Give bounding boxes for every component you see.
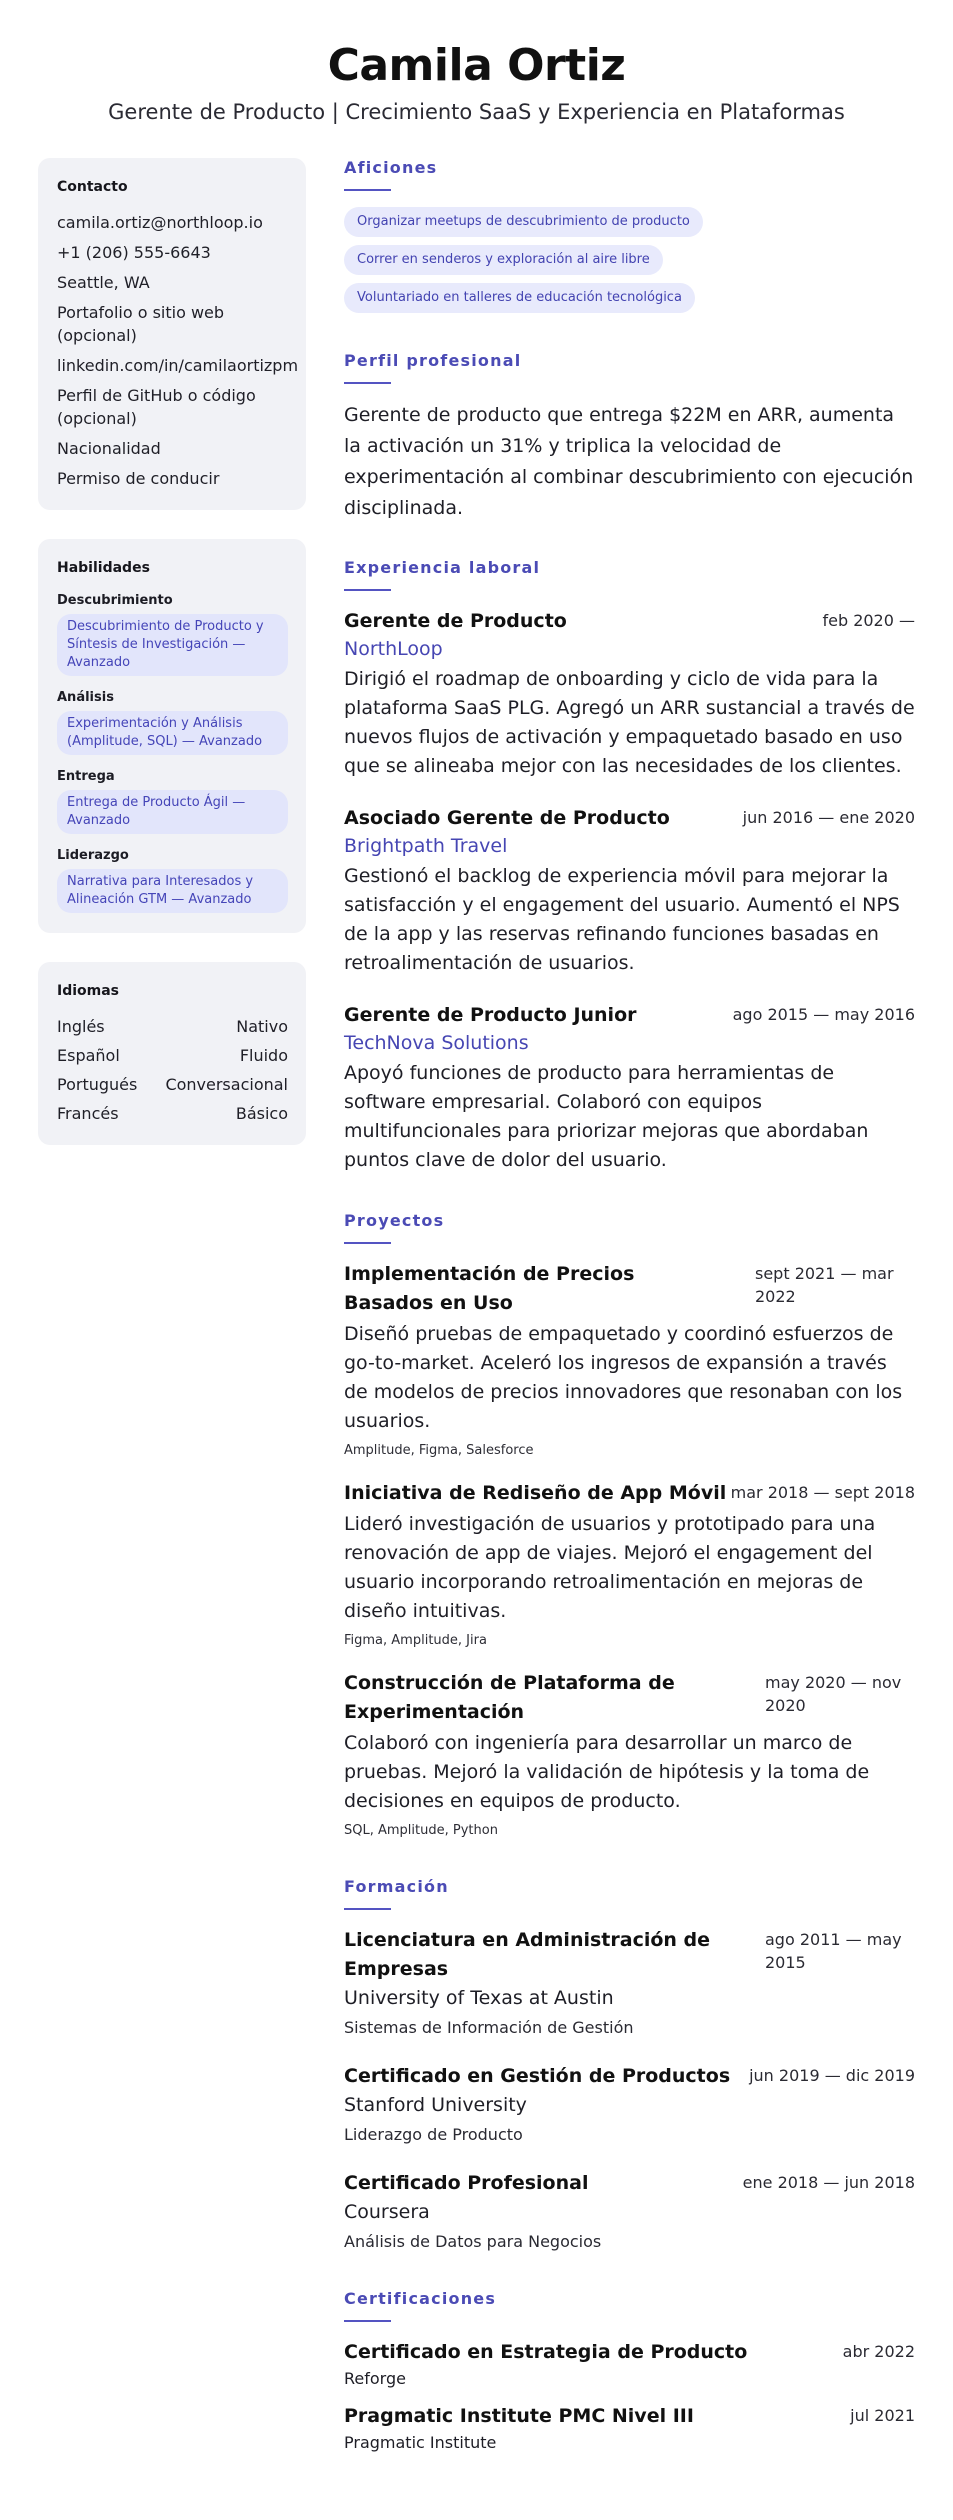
hobby-tag: Correr en senderos y exploración al aire libre — [344, 245, 663, 275]
language-name: Español — [57, 1046, 120, 1065]
education-dates: ago 2011 — may 2015 — [765, 1930, 902, 1972]
project-description: Lideró investigación de usuarios y prototipado para una renovación de app de viajes. Mejoró el engagement del usuario incorporando retroalimentación en mejoras de diseño intuitivas. — [344, 1513, 876, 1622]
skill-group-name: Entrega — [57, 769, 115, 784]
education-entry — [344, 1926, 915, 2039]
experience-entry — [344, 607, 915, 781]
skills-title: Habilidades — [57, 560, 150, 576]
language-level: Fluido — [239, 1046, 288, 1065]
experience-title: Experiencia laboral — [344, 558, 541, 577]
projects-title: Proyectos — [344, 1211, 445, 1230]
skill-tag: Narrativa para Interesados y Alineación GTM — Avanzado — [57, 869, 288, 913]
job-company: Brightpath Travel — [344, 835, 508, 857]
project-name: Iniciativa de Rediseño de App Móvil — [344, 1482, 727, 1504]
education-field: Liderazgo de Producto — [344, 2125, 523, 2144]
experience-section — [344, 558, 915, 1175]
certification-date: abr 2022 — [842, 2342, 915, 2361]
project-dates: mar 2018 — sept 2018 — [730, 1483, 915, 1502]
project-entry — [344, 1260, 915, 1461]
skills-card — [38, 539, 306, 933]
skill-tag: Descubrimiento de Producto y Síntesis de Investigación — Avanzado — [57, 614, 288, 676]
contact-location: Seattle, WA — [57, 273, 150, 292]
contact-portfolio: Portafolio o sitio web (opcional) — [57, 303, 225, 345]
section-divider — [344, 1242, 391, 1244]
education-degree: Certificado en Gestión de Productos — [344, 2065, 731, 2087]
languages-card — [38, 962, 306, 1145]
certification-date: jul 2021 — [850, 2406, 915, 2425]
contact-license: Permiso de conducir — [57, 469, 220, 488]
language-level: Conversacional — [165, 1075, 288, 1094]
hobby-list — [344, 207, 915, 321]
skill-tag: Entrega de Producto Ágil — Avanzado — [57, 790, 288, 834]
hobby-tag: Voluntariado en talleres de educación tecnológica — [344, 283, 695, 313]
contact-github: Perfil de GitHub o código (opcional) — [57, 386, 256, 428]
project-name: Implementación de Precios Basados en Uso — [344, 1263, 635, 1314]
skill-group-name: Análisis — [57, 690, 114, 705]
skill-tag: Experimentación y Análisis (Amplitude, SQL) — Avanzado — [57, 711, 288, 755]
contact-nationality: Nacionalidad — [57, 439, 161, 458]
job-company: NorthLoop — [344, 638, 443, 660]
project-tools: SQL, Amplitude, Python — [344, 1823, 498, 1838]
certifications-title: Certificaciones — [344, 2289, 497, 2308]
candidate-headline: Gerente de Producto | Crecimiento SaaS y Experiencia en Plataformas — [108, 100, 845, 124]
language-name: Inglés — [57, 1017, 105, 1036]
project-name: Construcción de Plataforma de Experimentación — [344, 1672, 675, 1723]
education-degree: Licenciatura en Administración de Empresas — [344, 1929, 711, 1980]
resume-columns — [38, 158, 915, 2454]
profile-section — [344, 351, 915, 524]
section-divider — [344, 382, 391, 384]
experience-entry — [344, 1001, 915, 1175]
profile-summary: Gerente de producto que entrega $22M en ARR, aumenta la activación un 31% y triplica la velocidad de experimentación al combinar descubrimiento con ejecución disciplinada. — [344, 404, 914, 519]
contact-card — [38, 158, 306, 510]
section-divider — [344, 589, 391, 591]
job-description: Dirigió el roadmap de onboarding y ciclo de vida para la plataforma SaaS PLG. Agregó un ARR sustancial a través de nuevos flujos de activación y empaquetado basado en uso que se alineaba mejor con las necesidades de los clientes. — [344, 668, 915, 777]
language-level: Nativo — [236, 1017, 288, 1036]
language-name: Portugués — [57, 1075, 138, 1094]
skill-group — [57, 768, 288, 834]
job-dates: feb 2020 — — [822, 611, 915, 630]
language-row — [57, 1102, 288, 1125]
project-dates: may 2020 — nov 2020 — [765, 1673, 902, 1715]
section-divider — [344, 1908, 391, 1910]
education-entry — [344, 2169, 915, 2253]
job-description: Apoyó funciones de producto para herramientas de software empresarial. Colaboró con equipos multifuncionales para priorizar mejoras que abordaban puntos clave de dolor del usuario. — [344, 1062, 869, 1171]
education-degree: Certificado Profesional — [344, 2172, 589, 2194]
education-school: Coursera — [344, 2201, 430, 2223]
skill-group — [57, 592, 288, 676]
certification-entry — [344, 2338, 915, 2390]
project-dates: sept 2021 — mar 2022 — [755, 1264, 894, 1306]
candidate-name: Camila Ortiz — [327, 40, 626, 91]
projects-section — [344, 1211, 915, 1841]
certification-entry — [344, 2402, 915, 2454]
section-divider — [344, 2320, 391, 2322]
project-tools: Amplitude, Figma, Salesforce — [344, 1443, 534, 1458]
hobby-tag: Organizar meetups de descubrimiento de producto — [344, 207, 703, 237]
education-entry — [344, 2062, 915, 2146]
project-entry — [344, 1479, 915, 1651]
language-name: Francés — [57, 1104, 119, 1123]
hobbies-section — [344, 158, 915, 321]
certification-issuer: Pragmatic Institute — [344, 2433, 497, 2452]
skill-group-name: Liderazgo — [57, 848, 129, 863]
contact-title: Contacto — [57, 179, 128, 195]
skill-group — [57, 689, 288, 755]
skill-group — [57, 847, 288, 913]
education-school: Stanford University — [344, 2094, 527, 2116]
section-divider — [344, 189, 391, 191]
experience-entry — [344, 804, 915, 978]
sidebar — [38, 158, 306, 2454]
project-description: Diseñó pruebas de empaquetado y coordinó esfuerzos de go-to-market. Aceleró los ingresos de expansión a través de modelos de precios innovadores que resonaban con los usuarios. — [344, 1323, 903, 1432]
job-dates: jun 2016 — ene 2020 — [742, 808, 915, 827]
project-description: Colaboró con ingeniería para desarrollar un marco de pruebas. Mejoró la validación de hipótesis y la toma de decisiones en equipos de producto. — [344, 1732, 870, 1812]
certification-issuer: Reforge — [344, 2369, 406, 2388]
contact-email[interactable]: camila.ortiz@northloop.io — [57, 213, 263, 232]
certification-name: Certificado en Estrategia de Producto — [344, 2341, 748, 2363]
profile-title: Perfil profesional — [344, 351, 522, 370]
contact-phone: +1 (206) 555-6643 — [57, 243, 211, 262]
education-school: University of Texas at Austin — [344, 1987, 614, 2009]
contact-linkedin[interactable]: linkedin.com/in/camilaortizpm — [57, 356, 299, 375]
project-tools: Figma, Amplitude, Jira — [344, 1633, 487, 1648]
hobbies-title: Aficiones — [344, 158, 438, 177]
education-title: Formación — [344, 1877, 449, 1896]
resume-header — [0, 0, 953, 126]
job-description: Gestionó el backlog de experiencia móvil para mejorar la satisfacción y el engagement del usuario. Aumentó el NPS de la app y las reservas refinando funciones basadas en retroalimentación de usuarios. — [344, 865, 900, 974]
job-dates: ago 2015 — may 2016 — [732, 1005, 915, 1024]
language-level: Básico — [235, 1104, 288, 1123]
project-entry — [344, 1669, 915, 1841]
job-role: Gerente de Producto Junior — [344, 1004, 637, 1026]
education-dates: ene 2018 — jun 2018 — [742, 2173, 915, 2192]
main-content — [344, 158, 915, 2454]
education-dates: jun 2019 — dic 2019 — [749, 2066, 915, 2085]
language-row — [57, 1015, 288, 1038]
job-role: Gerente de Producto — [344, 610, 567, 632]
education-field: Análisis de Datos para Negocios — [344, 2232, 602, 2251]
skill-group-name: Descubrimiento — [57, 593, 173, 608]
job-company: TechNova Solutions — [344, 1032, 529, 1054]
certifications-section — [344, 2289, 915, 2454]
job-role: Asociado Gerente de Producto — [344, 807, 670, 829]
education-field: Sistemas de Información de Gestión — [344, 2018, 634, 2037]
education-section — [344, 1877, 915, 2253]
language-row — [57, 1073, 288, 1096]
languages-title: Idiomas — [57, 983, 120, 999]
language-row — [57, 1044, 288, 1067]
certification-name: Pragmatic Institute PMC Nivel III — [344, 2405, 694, 2427]
